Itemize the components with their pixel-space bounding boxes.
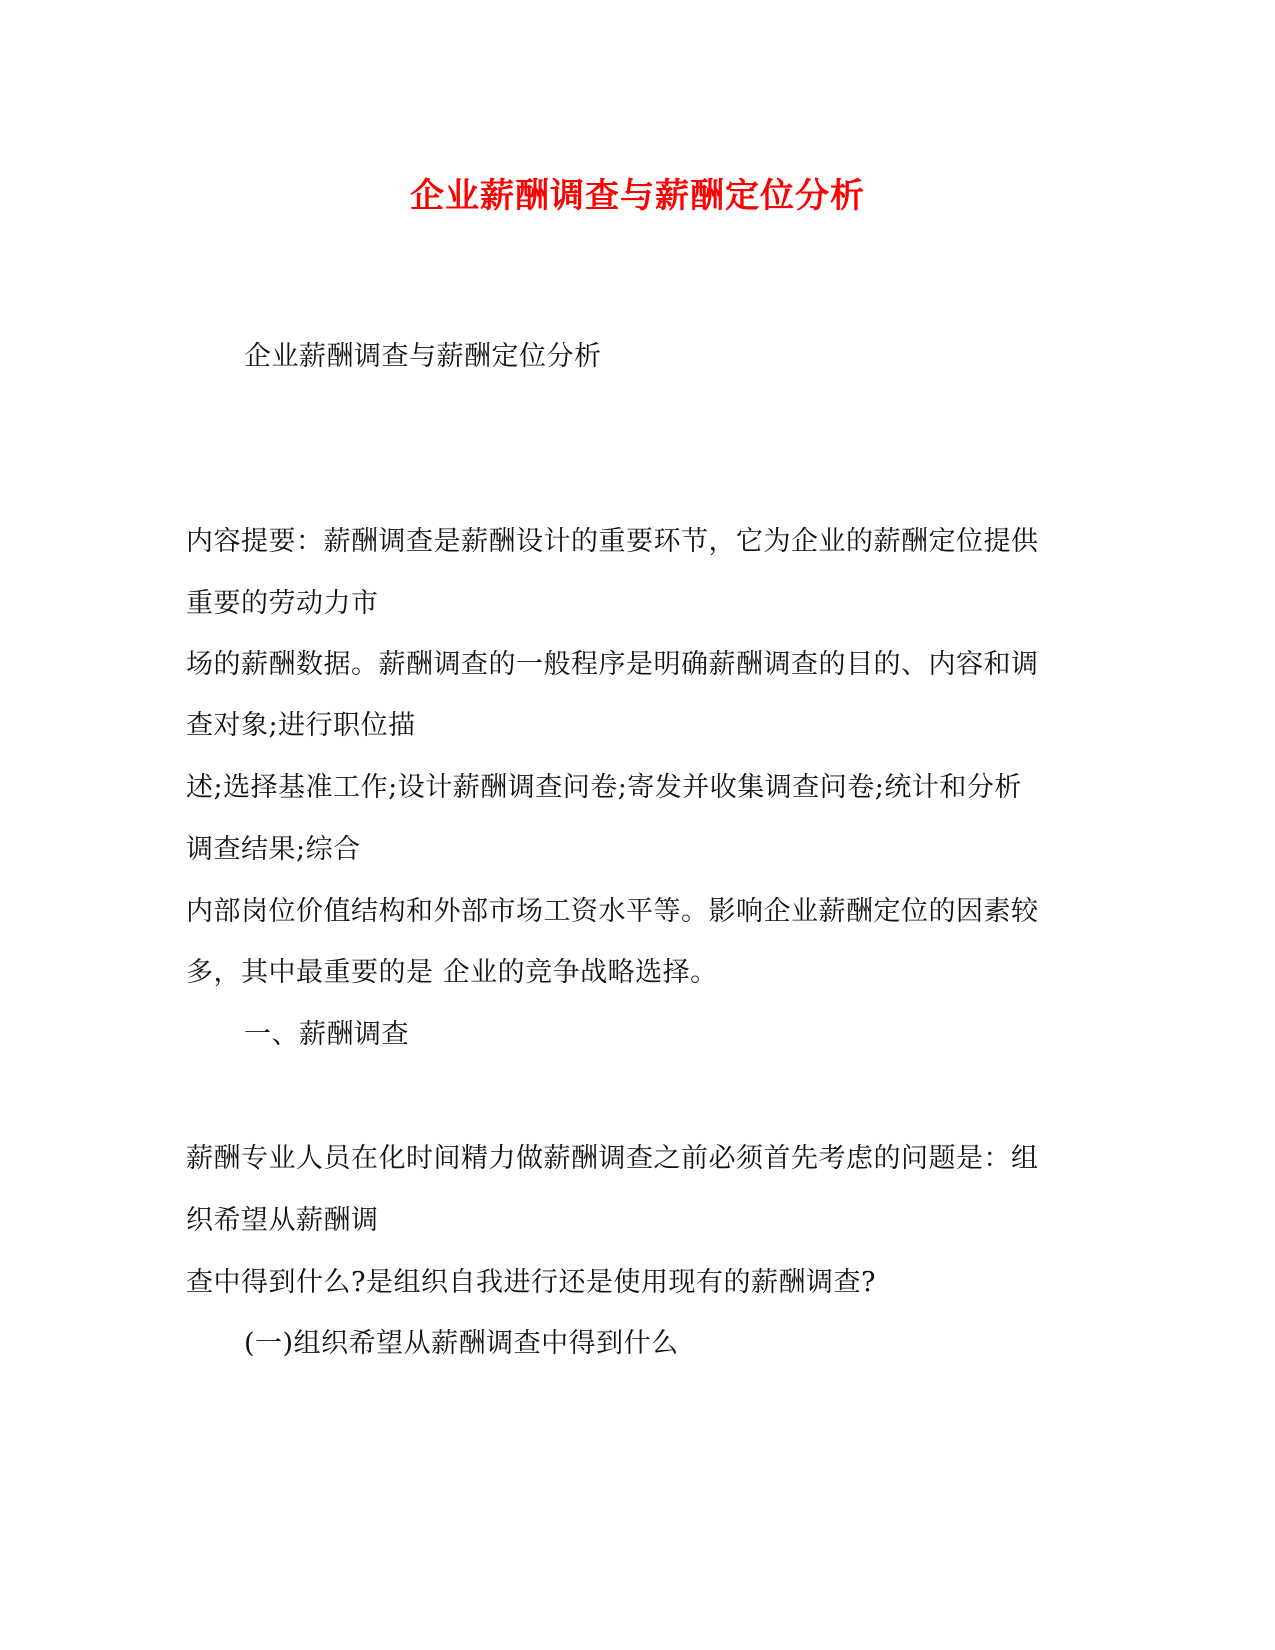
section-heading: 一、薪酬调查 bbox=[244, 1019, 409, 1050]
subtitle-line: 企业薪酬调查与薪酬定位分析 bbox=[244, 341, 602, 372]
abstract-line-5: 述;选择基准工作;设计薪酬调查问卷;寄发并收集调查问卷;统计和分析 bbox=[186, 772, 1022, 803]
abstract-line-8: 多，其中最重要的是 企业的竞争战略选择。 bbox=[186, 957, 718, 988]
abstract-line-2: 重要的劳动力市 bbox=[186, 588, 379, 619]
body-line-1: 薪酬专业人员在化时间精力做薪酬调查之前必须首先考虑的问题是：组 bbox=[186, 1143, 1039, 1174]
abstract-line-4: 查对象;进行职位描 bbox=[186, 710, 416, 741]
abstract-line-3: 场的薪酬数据。薪酬调查的一般程序是明确薪酬调查的目的、内容和调 bbox=[186, 649, 1039, 680]
abstract-line-7: 内部岗位价值结构和外部市场工资水平等。影响企业薪酬定位的因素较 bbox=[186, 896, 1039, 927]
subsection-heading: (一)组织希望从薪酬调查中得到什么 bbox=[244, 1328, 679, 1359]
body-line-3: 查中得到什么?是组织自我进行还是使用现有的薪酬调查? bbox=[186, 1267, 876, 1298]
body-line-2: 织希望从薪酬调 bbox=[186, 1205, 379, 1236]
abstract-line-6: 调查结果;综合 bbox=[186, 834, 361, 865]
abstract-line-1: 内容提要：薪酬调查是薪酬设计的重要环节，它为企业的薪酬定位提供 bbox=[186, 526, 1039, 557]
document-title: 企业薪酬调查与薪酬定位分析 bbox=[410, 176, 865, 216]
